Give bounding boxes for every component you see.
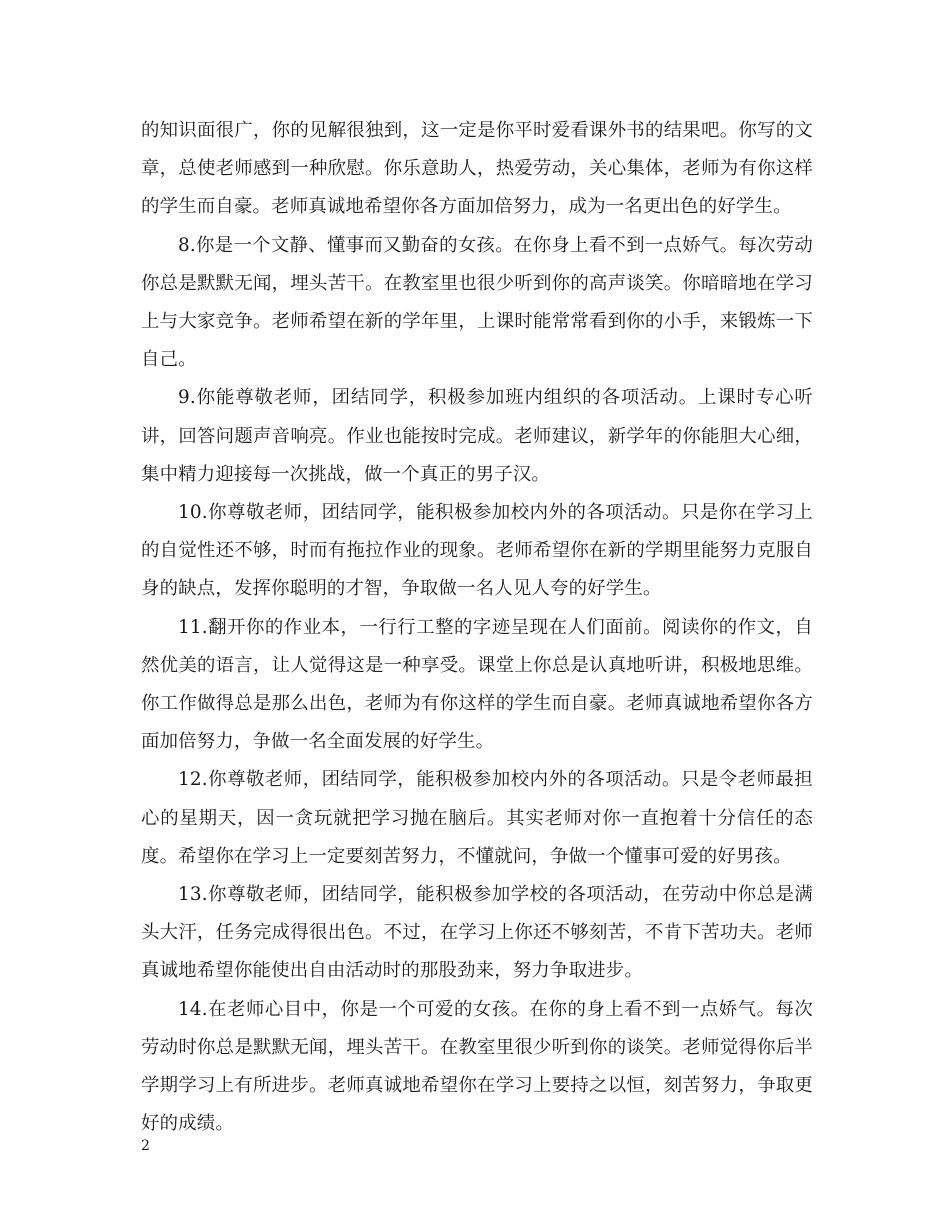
paragraph-item-12: 12.你尊敬老师，团结同学，能积极参加校内外的各项活动。只是令老师最担心的星期天，因一贪玩就把学习抛在脑后。其实老师对你一直抱着十分信任的态度。希望你在学习上一定要刻苦努力，不懂就问，争做一个懂事可爱的好男孩。	[141, 769, 813, 867]
paragraph-item-9: 9.你能尊敬老师，团结同学，积极参加班内组织的各项活动。上课时专心听讲，回答问题声音响亮。作业也能按时完成。老师建议，新学年的你能胆大心细，集中精力迎接每一次挑战，做一个真正的男子汉。	[141, 387, 813, 485]
paragraph-item-8: 8.你是一个文静、懂事而又勤奋的女孩。在你身上看不到一点娇气。每次劳动你总是默默无闻，埋头苦干。在教室里也很少听到你的高声谈笑。你暗暗地在学习上与大家竞争。老师希望在新的学年里，上课时能常常看到你的小手，来锻炼一下自己。	[141, 234, 813, 371]
paragraph-item-10: 10.你尊敬老师，团结同学，能积极参加校内外的各项活动。只是你在学习上的自觉性还不够，时而有拖拉作业的现象。老师希望你在新的学期里能努力克服自身的缺点，发挥你聪明的才智，争取做一名人见人夸的好学生。	[141, 502, 813, 600]
paragraph-item-13: 13.你尊敬老师，团结同学，能积极参加学校的各项活动，在劳动中你总是满头大汗，任务完成得很出色。不过，在学习上你还不够刻苦，不肯下苦功夫。老师真诚地希望你能使出自由活动时的那股劲来，努力争取进步。	[141, 884, 813, 982]
paragraph-item-11: 11.翻开你的作业本，一行行工整的字迹呈现在人们面前。阅读你的作文，自然优美的语言，让人觉得这是一种享受。课堂上你总是认真地听讲，积极地思维。你工作做得总是那么出色，老师为有你这样的学生而自豪。老师真诚地希望你各方面加倍努力，争做一名全面发展的好学生。	[141, 616, 813, 753]
document-body	[141, 112, 813, 1143]
paragraph-continued: 的知识面很广，你的见解很独到，这一定是你平时爱看课外书的结果吧。你写的文章，总使老师感到一种欣慰。你乐意助人，热爱劳动，关心集体，老师为有你这样的学生而自豪。老师真诚地希望你各方面加倍努力，成为一名更出色的好学生。	[141, 120, 813, 218]
paragraph-item-14: 14.在老师心目中，你是一个可爱的女孩。在你的身上看不到一点娇气。每次劳动时你总是默默无闻，埋头苦干。在教室里很少听到你的谈笑。老师觉得你后半学期学习上有所进步。老师真诚地希望你在学习上要持之以恒，刻苦努力，争取更好的成绩。	[141, 998, 813, 1135]
page-number: 2	[141, 1138, 150, 1154]
